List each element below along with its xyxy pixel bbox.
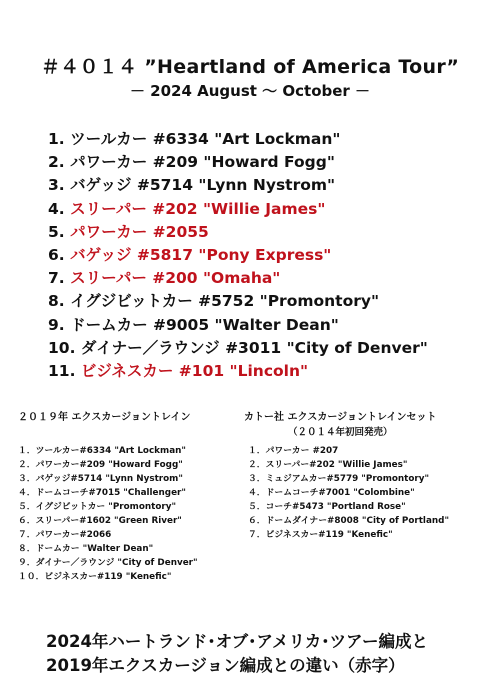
kato-set-subheading: （２０１４年初回発売） [288, 427, 393, 438]
list-item: ３．ミュジアムカー#5779 "Promontory" [248, 474, 430, 484]
list-item: 8. イグジビットカー #5752 "Promontory" [48, 292, 380, 311]
list-item: ４．ドームコーチ#7015 "Challenger" [18, 488, 186, 498]
list-item: ９．ダイナー／ラウンジ "City of Denver" [18, 558, 198, 568]
list-item: 7. スリーパー #200 "Omaha" [48, 269, 281, 288]
list-item: ６．ドームダイナー#8008 "City of Portland" [248, 516, 450, 526]
kato-set-heading: カトー社 エクスカージョントレインセット [244, 412, 437, 423]
list-item: ４．ドームコーチ#7001 "Colombine" [248, 488, 415, 498]
list-item: 1. ツールカー #6334 "Art Lockman" [48, 130, 341, 148]
footer-caption-line-2: 2019年エクスカージョン編成との違い（赤字） [46, 656, 405, 675]
list-item: ５．コーチ#5473 "Portland Rose" [248, 502, 406, 512]
list-item: ８．ドームカー "Walter Dean" [18, 544, 154, 554]
list-item: ５．イグジビットカー "Promontory" [18, 502, 177, 512]
list-item: ２．パワーカー#209 "Howard Fogg" [18, 460, 183, 470]
list-item: 4. スリーパー #202 "Willie James" [48, 199, 326, 218]
list-item: 3. バゲッジ #5714 "Lynn Nystrom" [48, 176, 336, 195]
list-item: ３．バゲッジ#5714 "Lynn Nystrom" [18, 474, 183, 484]
page-subtitle: － 2024 August ～ October － [129, 82, 371, 100]
list-item: 6. バゲッジ #5817 "Pony Express" [48, 245, 332, 264]
list-item: 2. パワーカー #209 "Howard Fogg" [48, 153, 335, 172]
train-2019-list [18, 444, 198, 584]
list-item: ７．ビジネスカー#119 "Kenefic" [248, 530, 393, 540]
kato-set-list [248, 444, 449, 542]
list-item: 5. パワーカー #2055 [48, 222, 209, 241]
footer-caption-line-1: 2024年ハートランド･オブ･アメリカ･ツアー編成と [46, 632, 429, 651]
list-item: １．ツールカー#6334 "Art Lockman" [18, 446, 186, 456]
train-2019-heading: ２０１９年 エクスカージョントレイン [18, 412, 191, 423]
list-item: １．パワーカー #207 [248, 446, 339, 456]
list-item: 10. ダイナー／ラウンジ #3011 "City of Denver" [48, 338, 428, 357]
list-item: ７．パワーカー#2066 [18, 530, 112, 540]
tour-2024-consist-list [48, 128, 428, 383]
list-item: 9. ドームカー #9005 "Walter Dean" [48, 315, 339, 334]
list-item: ２．スリーパー#202 "Willie James" [248, 460, 408, 470]
list-item: 11. ビジネスカー #101 "Lincoln" [48, 361, 309, 380]
list-item: １０．ビジネスカー#119 "Kenefic" [18, 572, 172, 582]
list-item: ６．スリーパー#1602 "Green River" [18, 516, 182, 526]
page-title: ＃４０１４ ”Heartland of America Tour” [40, 56, 460, 78]
